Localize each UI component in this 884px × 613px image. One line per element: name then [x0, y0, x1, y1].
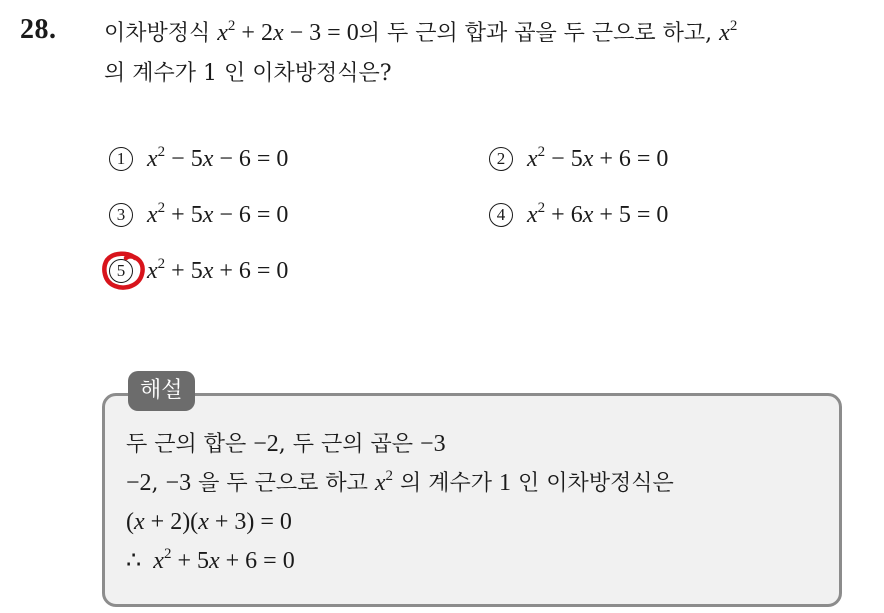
choice-5-marker: 5: [109, 259, 133, 283]
solution-line-2: −2, −3 을 두 근으로 하고 $x^2$ 의 계수가 1 인 이차방정식은: [126, 468, 674, 496]
choice-5[interactable]: [109, 254, 288, 288]
solution-tab: 해설: [128, 371, 195, 411]
solution-content: [126, 425, 836, 581]
stem-variable: $x^2$: [719, 18, 738, 46]
choice-5-equation: $x^2 + 5x + 6 = 0$: [147, 255, 289, 284]
choice-4[interactable]: [489, 198, 668, 232]
solution-line-1: 두 근의 합은 −2, 두 근의 곱은 −3: [126, 431, 446, 457]
choice-1-equation: $x^2 - 5x - 6 = 0$: [147, 143, 289, 172]
given-equation: $x^2 + 2x - 3 = 0$: [217, 18, 359, 46]
choice-1-marker: 1: [109, 147, 133, 171]
stem-prefix: 이차방정식: [104, 21, 218, 46]
choice-2-equation: $x^2 - 5x + 6 = 0$: [527, 143, 669, 172]
choice-4-marker: 4: [489, 203, 513, 227]
choice-2[interactable]: [489, 142, 668, 176]
solution-line-4: ∴ $x^2 + 5x + 6 = 0$: [126, 546, 295, 574]
stem-middle: 의 두 근의 합과 곱을 두 근으로 하고,: [358, 21, 720, 46]
choice-3-equation: $x^2 + 5x - 6 = 0$: [147, 199, 289, 228]
question-stem: [104, 13, 874, 94]
choice-4-equation: $x^2 + 6x + 5 = 0$: [527, 199, 669, 228]
question-number: 28.: [20, 14, 57, 45]
choice-3[interactable]: [109, 198, 288, 232]
choice-2-marker: 2: [489, 147, 513, 171]
question-stem-line-2: 의 계수가 1 인 이차방정식은?: [104, 61, 392, 86]
question-stem-line-1: [104, 13, 874, 54]
solution-line-3: (x + 2)(x + 3) = 0: [126, 509, 292, 535]
choice-3-marker: 3: [109, 203, 133, 227]
choice-1[interactable]: [109, 142, 288, 176]
